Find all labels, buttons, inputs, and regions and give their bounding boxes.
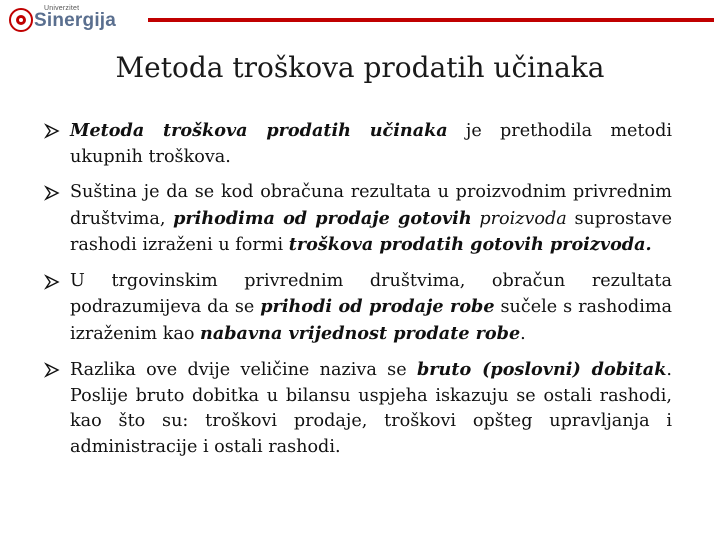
slide-title: Metoda troškova prodatih učinaka xyxy=(115,51,605,84)
bullet-item-3 xyxy=(44,269,672,348)
bullet-item-2 xyxy=(44,180,672,259)
bullet-item-1 xyxy=(44,118,672,170)
bullet-1-emphasis: Metoda troškova prodatih učinaka xyxy=(70,120,448,141)
logo-small-text: Univerzitet xyxy=(44,5,80,12)
bullet-3-emphasis-b: nabavna vrijednost prodate robe xyxy=(200,322,521,344)
header-red-rule xyxy=(148,18,714,22)
bullet-3-emphasis-a: prihodi od prodaje robe xyxy=(260,296,495,317)
slide-header xyxy=(0,0,720,42)
sinergija-logo-icon xyxy=(8,7,34,33)
arrow-bullet-icon xyxy=(44,362,60,378)
bullet-4-text-b: . Poslije bruto dobitka u bilansu uspjeha iskazuju se ostali rashodi, kao što su: troškovi prodaje, troškovi opšteg upravljanja i administracije i ostali rashodi. xyxy=(70,360,672,457)
logo-name-text: Sinergija xyxy=(34,10,117,31)
bullet-4-emphasis: bruto (poslovni) dobitak xyxy=(416,359,667,380)
arrow-bullet-icon xyxy=(44,274,60,290)
bullet-2-text-b: suprostave rashodi izraženi u formi xyxy=(70,208,673,255)
bullet-2-text-a: Suština je da se kod obračuna rezultata u proizvodnim privrednim društvima, xyxy=(70,182,672,229)
bullet-list xyxy=(44,118,672,470)
bullet-2-emphasis-b: troškova prodatih gotovih proizvoda. xyxy=(288,234,652,255)
bullet-2-italic: proizvoda xyxy=(479,208,567,229)
bullet-4-text-a: Razlika ove dvije veličine naziva se xyxy=(70,360,417,380)
bullet-2-emphasis-a: prihodima od prodaje gotovih xyxy=(173,207,472,229)
arrow-bullet-icon xyxy=(44,185,60,201)
bullet-3-period: . xyxy=(520,323,526,344)
bullet-item-4 xyxy=(44,357,672,460)
bullet-1-text: je prethodila metodi ukupnih troškova. xyxy=(70,121,672,167)
university-logo xyxy=(8,5,138,35)
bullet-3-text-a: U trgovinskim privrednim društvima, obračun rezultata podrazumijeva da se xyxy=(70,270,672,317)
bullet-3-text-b: sučele s rashodima izraženim kao xyxy=(70,297,672,344)
arrow-bullet-icon xyxy=(44,123,60,139)
